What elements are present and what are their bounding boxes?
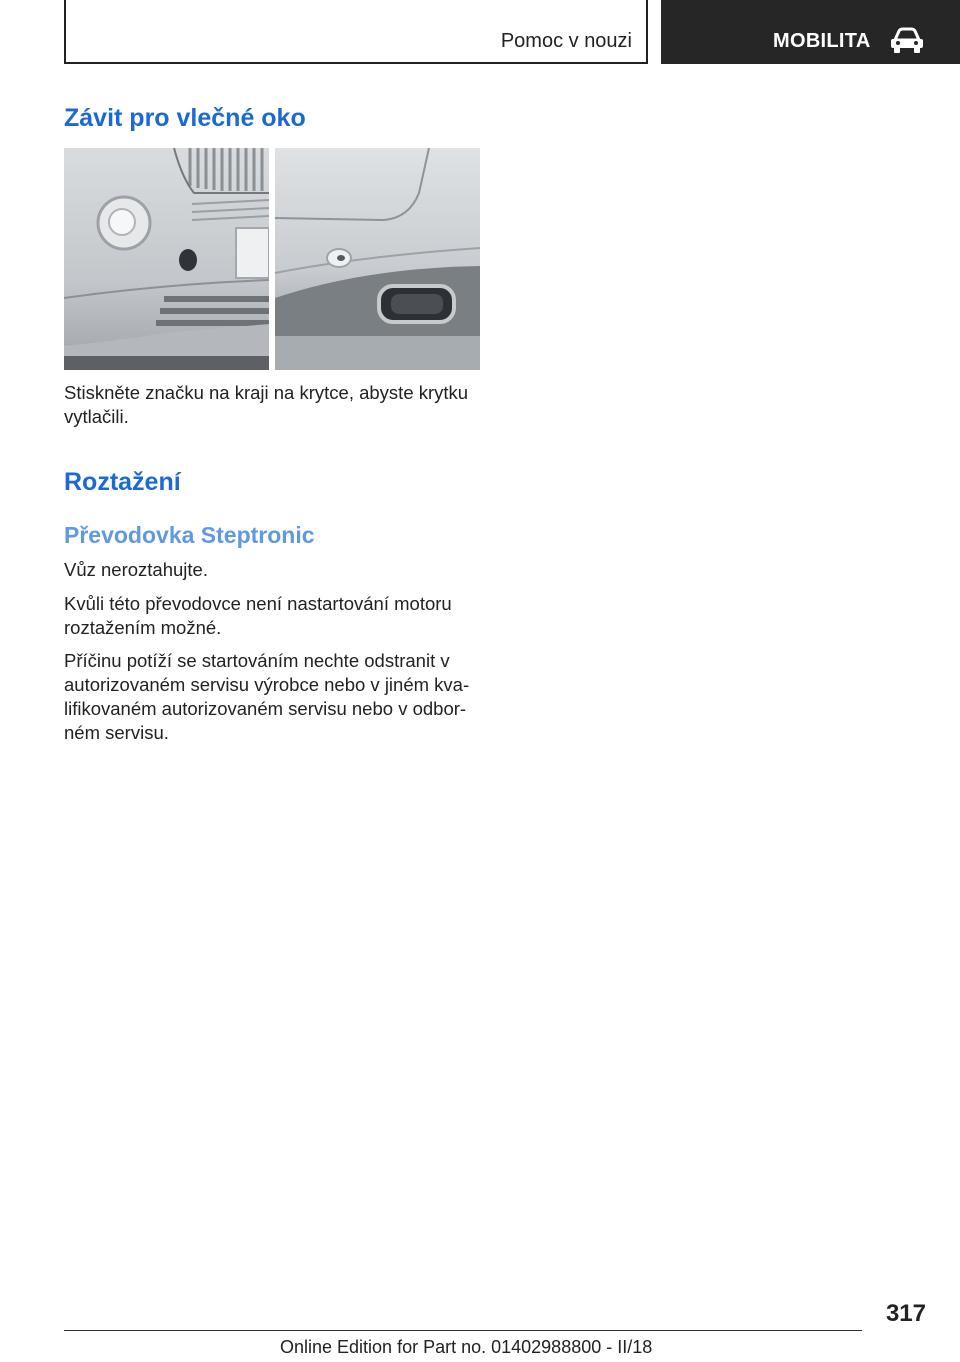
edition-footer: Online Edition for Part no. 01402988800 - II/18 <box>280 1337 653 1357</box>
chapter-label: MOBILITA <box>773 30 871 52</box>
paragraph-1: Vůz neroztahujte. <box>64 559 208 580</box>
paragraph-2: Kvůli této převodovce není nastartování motoru roztažením možné. <box>64 593 452 638</box>
subheading-steptronic: Převodovka Steptronic <box>64 522 315 548</box>
towing-eye-cover-photo <box>64 148 480 370</box>
chapter-tab[interactable] <box>661 0 960 64</box>
page-number: 317 <box>885 1300 926 1327</box>
car-icon <box>889 26 925 54</box>
heading-tow-start: Roztažení <box>64 468 181 496</box>
caption-text: Stiskněte značku na kraji na krytce, abyste krytku vytlačili. <box>64 382 469 427</box>
section-title: Pomoc v nouzi <box>500 30 632 52</box>
footer-divider <box>64 1330 862 1331</box>
heading-tow-eye-thread: Závit pro vlečné oko <box>64 104 306 132</box>
paragraph-3: Příčinu potíží se startováním nechte odstranit v autorizovaném servisu výrobce nebo v jiném kvalifikovaném autorizovaném servisu nebo v odborném servisu. <box>64 650 470 743</box>
header-section-box <box>64 0 648 64</box>
